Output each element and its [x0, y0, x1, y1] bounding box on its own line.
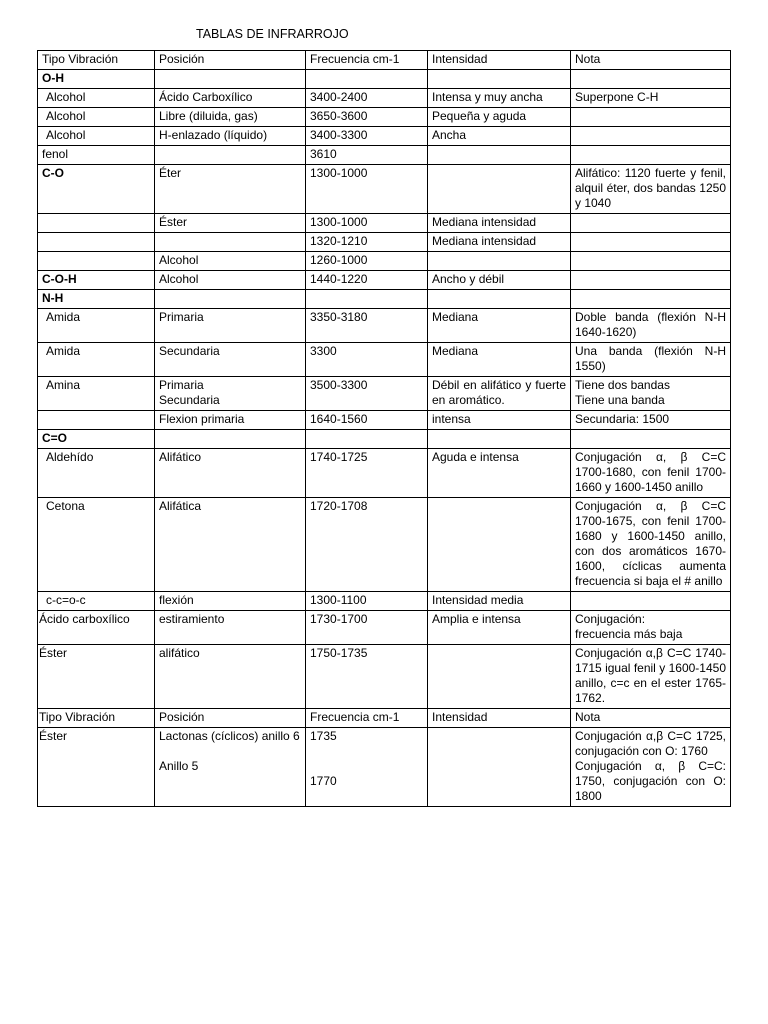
nota-cell — [571, 611, 731, 645]
cell-text: 1770 — [310, 774, 337, 788]
posicion-cell: flexión — [155, 592, 306, 611]
frecuencia-cell: 1730-1700 — [306, 611, 428, 645]
intensidad-cell — [428, 70, 571, 89]
cell-text: Conjugación α,β C=C 1725, conjugación con O: 1760 — [575, 729, 726, 758]
cell-text — [310, 759, 423, 774]
intensidad-cell — [428, 165, 571, 214]
intensidad-cell: Mediana intensidad — [428, 233, 571, 252]
intensidad-cell: Amplia e intensa — [428, 611, 571, 645]
posicion-cell: Libre (diluida, gas) — [155, 108, 306, 127]
tipo-vibracion-cell: Aldehído — [38, 449, 155, 498]
posicion-cell: Éter — [155, 165, 306, 214]
frecuencia-cell: 3650-3600 — [306, 108, 428, 127]
posicion-cell: Posición — [155, 51, 306, 70]
intensidad-cell — [428, 645, 571, 709]
tipo-vibracion-cell: N-H — [38, 290, 155, 309]
cell-text: frecuencia más baja — [575, 627, 683, 641]
posicion-cell — [155, 728, 306, 807]
tipo-vibracion-cell — [38, 233, 155, 252]
tipo-vibracion-cell: fenol — [38, 146, 155, 165]
frecuencia-cell: 1750-1735 — [306, 645, 428, 709]
nota-cell — [571, 592, 731, 611]
frecuencia-cell: 3350-3180 — [306, 309, 428, 343]
tipo-vibracion-cell: Amida — [38, 343, 155, 377]
frecuencia-cell: 1300-1100 — [306, 592, 428, 611]
infrared-table-body — [38, 51, 731, 807]
table-row — [38, 728, 731, 807]
table-row — [38, 592, 731, 611]
tipo-vibracion-cell: C=O — [38, 430, 155, 449]
posicion-cell — [155, 430, 306, 449]
intensidad-cell: Mediana intensidad — [428, 214, 571, 233]
frecuencia-cell: 1300-1000 — [306, 214, 428, 233]
nota-cell — [571, 127, 731, 146]
tipo-vibracion-cell: Amina — [38, 377, 155, 411]
posicion-cell: Alcohol — [155, 252, 306, 271]
frecuencia-cell: 3400-2400 — [306, 89, 428, 108]
tipo-vibracion-cell: Alcohol — [38, 89, 155, 108]
frecuencia-cell: Frecuencia cm-1 — [306, 709, 428, 728]
nota-cell — [571, 728, 731, 807]
nota-cell: Una banda (flexión N-H 1550) — [571, 343, 731, 377]
frecuencia-cell: 1740-1725 — [306, 449, 428, 498]
group-row — [38, 165, 731, 214]
table-row — [38, 309, 731, 343]
cell-text: Primaria — [159, 378, 204, 392]
intensidad-cell: Intensidad — [428, 51, 571, 70]
table-row — [38, 645, 731, 709]
frecuencia-cell: 1260-1000 — [306, 252, 428, 271]
nota-cell: Alifático: 1120 fuerte y fenil, alquil éter, dos bandas 1250 y 1040 — [571, 165, 731, 214]
intensidad-cell — [428, 498, 571, 592]
intensidad-cell: Intensa y muy ancha — [428, 89, 571, 108]
nota-cell — [571, 430, 731, 449]
frecuencia-cell — [306, 290, 428, 309]
posicion-cell: alifático — [155, 645, 306, 709]
tipo-vibracion-cell: Tipo Vibración — [38, 709, 155, 728]
nota-cell: Conjugación α, β C=C 1700-1680, con fenil 1700-1660 y 1600-1450 anillo — [571, 449, 731, 498]
posicion-cell: H-enlazado (líquido) — [155, 127, 306, 146]
frecuencia-cell: 3300 — [306, 343, 428, 377]
table-header-row — [38, 709, 731, 728]
nota-cell — [571, 146, 731, 165]
nota-cell — [571, 271, 731, 290]
frecuencia-cell — [306, 70, 428, 89]
table-row — [38, 146, 731, 165]
tipo-vibracion-cell: Amida — [38, 309, 155, 343]
intensidad-cell: Mediana — [428, 309, 571, 343]
tipo-vibracion-cell — [38, 252, 155, 271]
intensidad-cell: Intensidad media — [428, 592, 571, 611]
posicion-cell — [155, 290, 306, 309]
document-title: TABLAS DE INFRARROJO — [196, 27, 349, 41]
table-row — [38, 498, 731, 592]
tipo-vibracion-cell: c-c=o-c — [38, 592, 155, 611]
cell-text: Conjugación α, β C=C: 1750, conjugación con O: 1800 — [575, 759, 726, 803]
tipo-vibracion-cell: Éster — [38, 645, 155, 709]
infrared-table — [37, 50, 731, 807]
frecuencia-cell: 1300-1000 — [306, 165, 428, 214]
intensidad-cell: Aguda e intensa — [428, 449, 571, 498]
cell-text — [310, 744, 423, 759]
frecuencia-cell: 1640-1560 — [306, 411, 428, 430]
frecuencia-cell: 1720-1708 — [306, 498, 428, 592]
intensidad-cell: Intensidad — [428, 709, 571, 728]
spacer — [159, 234, 301, 249]
table-row — [38, 127, 731, 146]
posicion-cell — [155, 233, 306, 252]
posicion-cell: Posición — [155, 709, 306, 728]
cell-text — [159, 744, 301, 759]
nota-cell — [571, 290, 731, 309]
nota-cell — [571, 252, 731, 271]
nota-cell: Superpone C-H — [571, 89, 731, 108]
cell-text: Tiene dos bandas — [575, 378, 670, 392]
table-row — [38, 252, 731, 271]
intensidad-cell — [428, 252, 571, 271]
nota-cell: Secundaria: 1500 — [571, 411, 731, 430]
cell-text: Lactonas (cíclicos) anillo 6 — [159, 729, 300, 743]
posicion-cell: Ácido Carboxílico — [155, 89, 306, 108]
intensidad-cell: intensa — [428, 411, 571, 430]
cell-text: Anillo 5 — [159, 759, 199, 773]
intensidad-cell: Débil en alifático y fuerte en aromático. — [428, 377, 571, 411]
frecuencia-cell: Frecuencia cm-1 — [306, 51, 428, 70]
posicion-cell: estiramiento — [155, 611, 306, 645]
table-header-row — [38, 51, 731, 70]
table-row — [38, 611, 731, 645]
cell-text: Tiene una banda — [575, 393, 665, 407]
table-row — [38, 377, 731, 411]
cell-text: 1735 — [310, 729, 337, 743]
nota-cell: Nota — [571, 51, 731, 70]
tipo-vibracion-cell: Cetona — [38, 498, 155, 592]
frecuencia-cell: 1320-1210 — [306, 233, 428, 252]
table-row — [38, 411, 731, 430]
group-row — [38, 271, 731, 290]
nota-cell — [571, 70, 731, 89]
nota-cell: Conjugación α,β C=C 1740-1715 igual fenil y 1600-1450 anillo, c=c en el ester 1765-1762. — [571, 645, 731, 709]
tipo-vibracion-cell: Éster — [38, 728, 155, 807]
intensidad-cell: Ancho y débil — [428, 271, 571, 290]
group-row — [38, 70, 731, 89]
table-row — [38, 214, 731, 233]
tipo-vibracion-cell: Alcohol — [38, 108, 155, 127]
group-row — [38, 290, 731, 309]
intensidad-cell — [428, 430, 571, 449]
frecuencia-cell: 1440-1220 — [306, 271, 428, 290]
group-row — [38, 430, 731, 449]
frecuencia-cell: 3500-3300 — [306, 377, 428, 411]
nota-cell: Conjugación α, β C=C 1700-1675, con fenil 1700-1680 y 1600-1450 anillo, con dos aromáticos 1670-1600, cíclicas aumenta frecuencia si baja el # anillo — [571, 498, 731, 592]
table-row — [38, 233, 731, 252]
posicion-cell: Primaria — [155, 309, 306, 343]
table-row — [38, 89, 731, 108]
tipo-vibracion-cell: Alcohol — [38, 127, 155, 146]
intensidad-cell — [428, 146, 571, 165]
posicion-cell: Alcohol — [155, 271, 306, 290]
posicion-cell — [155, 377, 306, 411]
tipo-vibracion-cell — [38, 214, 155, 233]
tipo-vibracion-cell: O-H — [38, 70, 155, 89]
nota-cell: Doble banda (flexión N-H 1640-1620) — [571, 309, 731, 343]
intensidad-cell — [428, 728, 571, 807]
tipo-vibracion-cell: Tipo Vibración — [38, 51, 155, 70]
frecuencia-cell: 3400-3300 — [306, 127, 428, 146]
cell-text: Secundaria — [159, 393, 220, 407]
tipo-vibracion-cell: C-O — [38, 165, 155, 214]
frecuencia-cell: 3610 — [306, 146, 428, 165]
nota-cell — [571, 233, 731, 252]
table-row — [38, 343, 731, 377]
posicion-cell: Éster — [155, 214, 306, 233]
cell-text: Conjugación: — [575, 612, 646, 626]
nota-cell — [571, 377, 731, 411]
posicion-cell: Alifático — [155, 449, 306, 498]
nota-cell — [571, 214, 731, 233]
frecuencia-cell — [306, 430, 428, 449]
tipo-vibracion-cell: C-O-H — [38, 271, 155, 290]
tipo-vibracion-cell: Ácido carboxílico — [38, 611, 155, 645]
posicion-cell: Alifática — [155, 498, 306, 592]
nota-cell — [571, 108, 731, 127]
posicion-cell — [155, 146, 306, 165]
intensidad-cell: Mediana — [428, 343, 571, 377]
table-row — [38, 108, 731, 127]
table-row — [38, 449, 731, 498]
frecuencia-cell — [306, 728, 428, 807]
nota-cell: Nota — [571, 709, 731, 728]
tipo-vibracion-cell — [38, 411, 155, 430]
intensidad-cell: Ancha — [428, 127, 571, 146]
intensidad-cell: Pequeña y aguda — [428, 108, 571, 127]
posicion-cell: Secundaria — [155, 343, 306, 377]
intensidad-cell — [428, 290, 571, 309]
posicion-cell: Flexion primaria — [155, 411, 306, 430]
posicion-cell — [155, 70, 306, 89]
